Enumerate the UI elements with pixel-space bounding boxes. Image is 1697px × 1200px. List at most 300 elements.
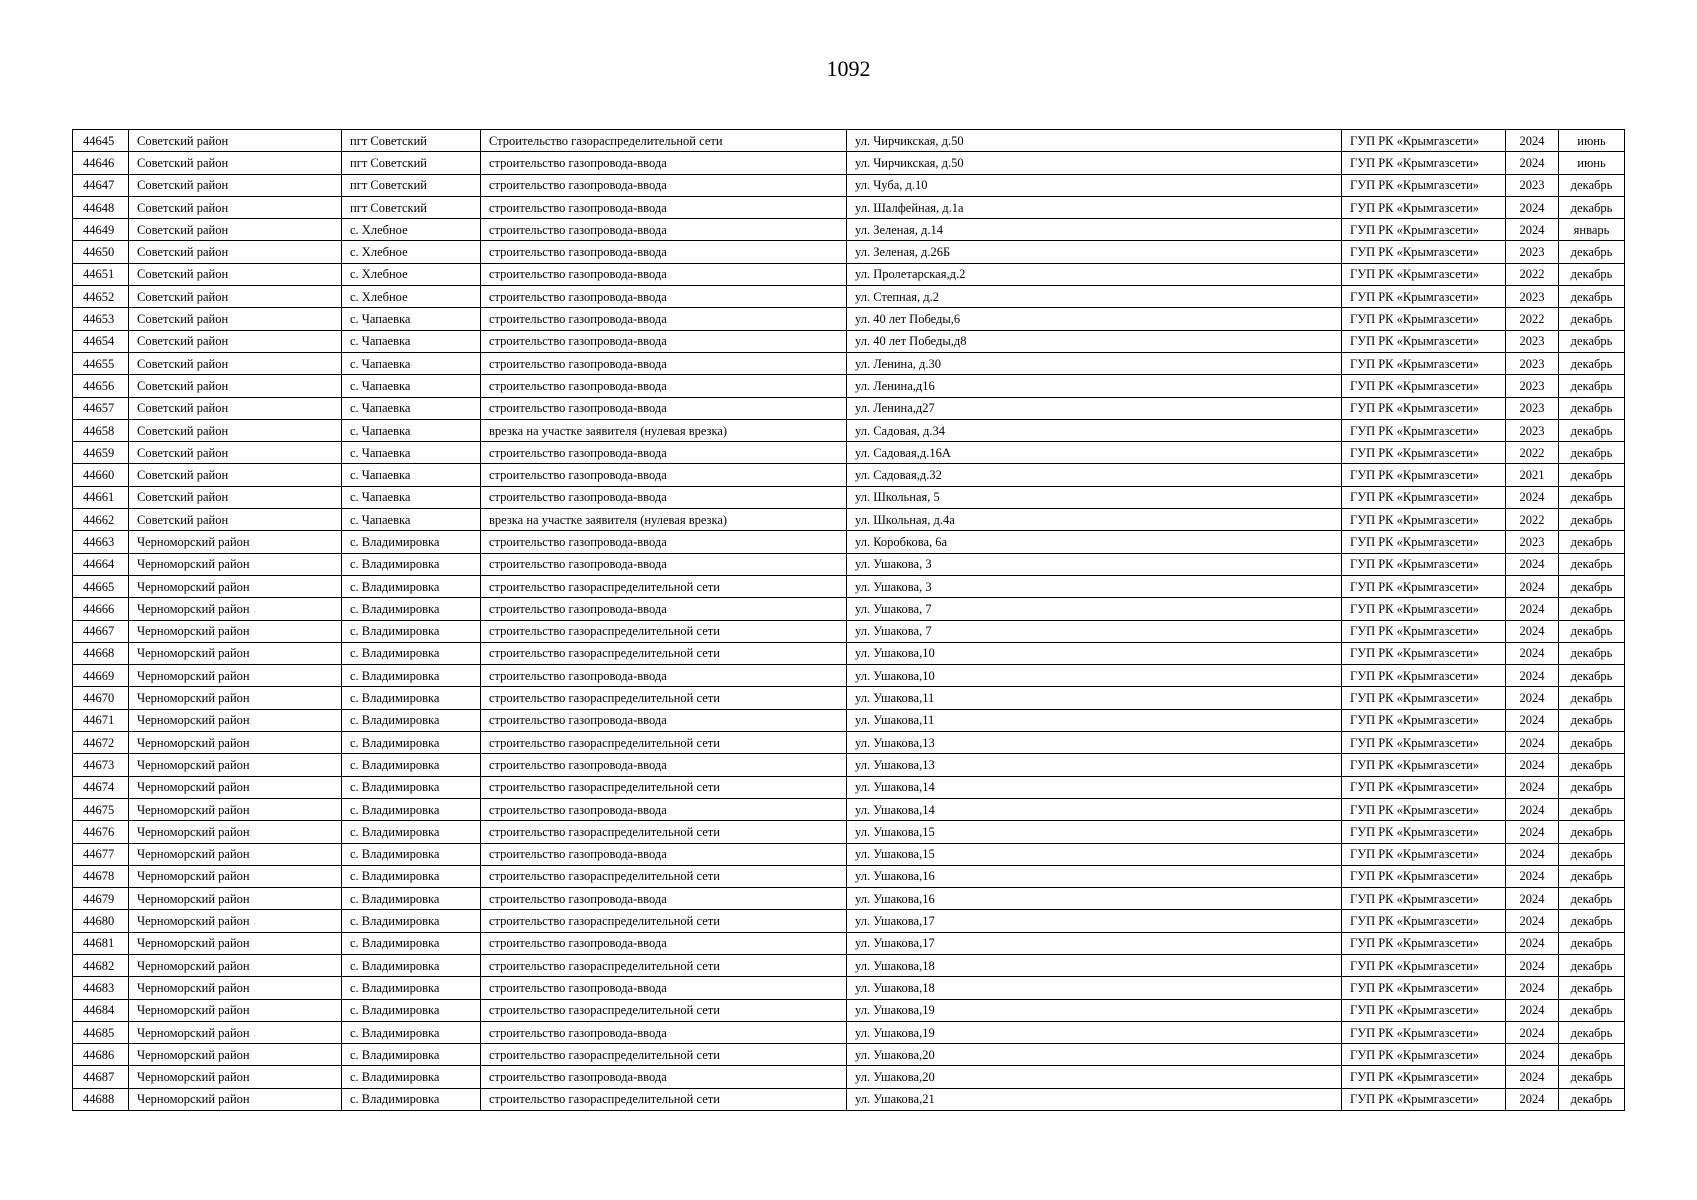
cell-settlement: с. Чапаевка	[342, 352, 481, 374]
cell-month: декабрь	[1559, 174, 1625, 196]
cell-work-type: строительство газопровода-ввода	[481, 174, 847, 196]
cell-row-number: 44651	[73, 263, 129, 285]
table-row	[73, 1044, 1625, 1066]
table-row	[73, 219, 1625, 241]
cell-work-type: строительство газопровода-ввода	[481, 1021, 847, 1043]
cell-address: ул. Ушакова,15	[847, 821, 1342, 843]
table-row	[73, 531, 1625, 553]
cell-row-number: 44685	[73, 1021, 129, 1043]
cell-organization: ГУП РК «Крымгазсети»	[1342, 1044, 1506, 1066]
cell-district: Черноморский район	[129, 687, 342, 709]
cell-row-number: 44665	[73, 575, 129, 597]
cell-work-type: строительство газораспределительной сети	[481, 732, 847, 754]
cell-organization: ГУП РК «Крымгазсети»	[1342, 865, 1506, 887]
cell-work-type: строительство газораспределительной сети	[481, 776, 847, 798]
cell-month: декабрь	[1559, 1044, 1625, 1066]
cell-work-type: строительство газораспределительной сети	[481, 687, 847, 709]
cell-year: 2024	[1506, 1044, 1559, 1066]
cell-year: 2024	[1506, 130, 1559, 152]
cell-month: декабрь	[1559, 442, 1625, 464]
cell-row-number: 44662	[73, 509, 129, 531]
cell-row-number: 44681	[73, 932, 129, 954]
cell-year: 2024	[1506, 910, 1559, 932]
cell-row-number: 44688	[73, 1088, 129, 1110]
table-row	[73, 308, 1625, 330]
cell-work-type: строительство газопровода-ввода	[481, 598, 847, 620]
cell-district: Советский район	[129, 152, 342, 174]
table-row	[73, 375, 1625, 397]
cell-settlement: пгт Советский	[342, 196, 481, 218]
cell-organization: ГУП РК «Крымгазсети»	[1342, 598, 1506, 620]
cell-organization: ГУП РК «Крымгазсети»	[1342, 196, 1506, 218]
cell-month: декабрь	[1559, 598, 1625, 620]
cell-row-number: 44656	[73, 375, 129, 397]
cell-row-number: 44645	[73, 130, 129, 152]
table-row	[73, 130, 1625, 152]
table-row	[73, 888, 1625, 910]
cell-work-type: строительство газопровода-ввода	[481, 888, 847, 910]
cell-year: 2024	[1506, 687, 1559, 709]
cell-settlement: с. Чапаевка	[342, 486, 481, 508]
cell-year: 2023	[1506, 419, 1559, 441]
cell-address: ул. Ушакова,10	[847, 665, 1342, 687]
cell-month: декабрь	[1559, 888, 1625, 910]
table-row	[73, 1088, 1625, 1110]
cell-row-number: 44684	[73, 999, 129, 1021]
cell-work-type: строительство газопровода-ввода	[481, 932, 847, 954]
cell-settlement: с. Хлебное	[342, 219, 481, 241]
cell-row-number: 44670	[73, 687, 129, 709]
cell-month: декабрь	[1559, 1088, 1625, 1110]
cell-address: ул. Ленина,д27	[847, 397, 1342, 419]
cell-district: Советский район	[129, 375, 342, 397]
cell-settlement: с. Владимировка	[342, 1044, 481, 1066]
cell-work-type: строительство газораспределительной сети	[481, 1088, 847, 1110]
cell-row-number: 44682	[73, 954, 129, 976]
cell-address: ул. Ушакова, 7	[847, 620, 1342, 642]
cell-settlement: с. Владимировка	[342, 977, 481, 999]
cell-year: 2024	[1506, 152, 1559, 174]
cell-organization: ГУП РК «Крымгазсети»	[1342, 642, 1506, 664]
cell-district: Черноморский район	[129, 531, 342, 553]
cell-district: Черноморский район	[129, 732, 342, 754]
cell-organization: ГУП РК «Крымгазсети»	[1342, 442, 1506, 464]
cell-work-type: строительство газопровода-ввода	[481, 843, 847, 865]
cell-district: Черноморский район	[129, 620, 342, 642]
cell-organization: ГУП РК «Крымгазсети»	[1342, 1066, 1506, 1088]
cell-work-type: строительство газопровода-ввода	[481, 464, 847, 486]
cell-month: декабрь	[1559, 620, 1625, 642]
data-table-container	[72, 129, 1624, 1111]
cell-row-number: 44675	[73, 798, 129, 820]
cell-organization: ГУП РК «Крымгазсети»	[1342, 174, 1506, 196]
cell-month: декабрь	[1559, 486, 1625, 508]
cell-organization: ГУП РК «Крымгазсети»	[1342, 553, 1506, 575]
cell-work-type: строительство газопровода-ввода	[481, 241, 847, 263]
cell-work-type: строительство газопровода-ввода	[481, 330, 847, 352]
table-body	[73, 130, 1625, 1111]
cell-row-number: 44654	[73, 330, 129, 352]
cell-work-type: строительство газопровода-ввода	[481, 531, 847, 553]
cell-address: ул. 40 лет Победы,д8	[847, 330, 1342, 352]
table-row	[73, 174, 1625, 196]
cell-district: Черноморский район	[129, 910, 342, 932]
cell-district: Черноморский район	[129, 1044, 342, 1066]
cell-month: декабрь	[1559, 687, 1625, 709]
cell-address: ул. Чуба, д.10	[847, 174, 1342, 196]
cell-organization: ГУП РК «Крымгазсети»	[1342, 910, 1506, 932]
cell-row-number: 44678	[73, 865, 129, 887]
cell-organization: ГУП РК «Крымгазсети»	[1342, 977, 1506, 999]
cell-district: Советский район	[129, 130, 342, 152]
cell-row-number: 44655	[73, 352, 129, 374]
cell-row-number: 44672	[73, 732, 129, 754]
cell-year: 2024	[1506, 196, 1559, 218]
cell-address: ул. Ушакова,20	[847, 1044, 1342, 1066]
cell-work-type: строительство газопровода-ввода	[481, 196, 847, 218]
cell-district: Советский район	[129, 330, 342, 352]
cell-district: Советский район	[129, 486, 342, 508]
table-row	[73, 843, 1625, 865]
cell-year: 2024	[1506, 977, 1559, 999]
cell-address: ул. Ушакова,14	[847, 776, 1342, 798]
cell-year: 2024	[1506, 219, 1559, 241]
cell-row-number: 44648	[73, 196, 129, 218]
cell-row-number: 44664	[73, 553, 129, 575]
cell-address: ул. Ушакова,13	[847, 732, 1342, 754]
table-row	[73, 352, 1625, 374]
cell-year: 2023	[1506, 174, 1559, 196]
cell-year: 2024	[1506, 798, 1559, 820]
cell-month: декабрь	[1559, 352, 1625, 374]
cell-settlement: с. Владимировка	[342, 598, 481, 620]
cell-address: ул. Ушакова,19	[847, 1021, 1342, 1043]
table-row	[73, 865, 1625, 887]
cell-address: ул. Шалфейная, д.1а	[847, 196, 1342, 218]
cell-district: Черноморский район	[129, 798, 342, 820]
cell-address: ул. Степная, д.2	[847, 286, 1342, 308]
cell-row-number: 44680	[73, 910, 129, 932]
cell-settlement: с. Владимировка	[342, 865, 481, 887]
cell-year: 2023	[1506, 375, 1559, 397]
cell-address: ул. Чирчикская, д.50	[847, 130, 1342, 152]
cell-address: ул. Ушакова, 7	[847, 598, 1342, 620]
table-row	[73, 732, 1625, 754]
cell-organization: ГУП РК «Крымгазсети»	[1342, 575, 1506, 597]
cell-month: декабрь	[1559, 397, 1625, 419]
table-row	[73, 419, 1625, 441]
cell-row-number: 44658	[73, 419, 129, 441]
cell-address: ул. Ушакова,13	[847, 754, 1342, 776]
cell-district: Советский район	[129, 442, 342, 464]
cell-organization: ГУП РК «Крымгазсети»	[1342, 888, 1506, 910]
cell-month: декабрь	[1559, 954, 1625, 976]
cell-settlement: с. Хлебное	[342, 263, 481, 285]
cell-settlement: с. Владимировка	[342, 954, 481, 976]
cell-work-type: строительство газораспределительной сети	[481, 575, 847, 597]
cell-address: ул. Садовая,д.16А	[847, 442, 1342, 464]
cell-address: ул. Ушакова, 3	[847, 553, 1342, 575]
cell-month: декабрь	[1559, 843, 1625, 865]
cell-address: ул. Ушакова,20	[847, 1066, 1342, 1088]
cell-work-type: строительство газораспределительной сети	[481, 620, 847, 642]
cell-organization: ГУП РК «Крымгазсети»	[1342, 419, 1506, 441]
cell-month: декабрь	[1559, 665, 1625, 687]
cell-settlement: с. Владимировка	[342, 665, 481, 687]
table-row	[73, 776, 1625, 798]
cell-settlement: с. Чапаевка	[342, 375, 481, 397]
cell-district: Черноморский район	[129, 865, 342, 887]
cell-address: ул. 40 лет Победы,6	[847, 308, 1342, 330]
cell-district: Советский район	[129, 509, 342, 531]
cell-work-type: строительство газораспределительной сети	[481, 999, 847, 1021]
cell-row-number: 44650	[73, 241, 129, 263]
cell-row-number: 44683	[73, 977, 129, 999]
cell-row-number: 44646	[73, 152, 129, 174]
cell-work-type: строительство газопровода-ввода	[481, 798, 847, 820]
cell-work-type: строительство газораспределительной сети	[481, 642, 847, 664]
cell-year: 2024	[1506, 888, 1559, 910]
cell-year: 2024	[1506, 754, 1559, 776]
cell-organization: ГУП РК «Крымгазсети»	[1342, 330, 1506, 352]
table-row	[73, 687, 1625, 709]
cell-organization: ГУП РК «Крымгазсети»	[1342, 397, 1506, 419]
cell-organization: ГУП РК «Крымгазсети»	[1342, 152, 1506, 174]
cell-address: ул. Коробкова, 6а	[847, 531, 1342, 553]
cell-work-type: строительство газопровода-ввода	[481, 977, 847, 999]
cell-row-number: 44649	[73, 219, 129, 241]
cell-district: Черноморский район	[129, 575, 342, 597]
table-row	[73, 152, 1625, 174]
cell-settlement: с. Владимировка	[342, 1066, 481, 1088]
cell-year: 2024	[1506, 665, 1559, 687]
table-row	[73, 821, 1625, 843]
cell-work-type: строительство газопровода-ввода	[481, 1066, 847, 1088]
cell-address: ул. Ушакова,14	[847, 798, 1342, 820]
cell-address: ул. Пролетарская,д.2	[847, 263, 1342, 285]
cell-organization: ГУП РК «Крымгазсети»	[1342, 620, 1506, 642]
cell-row-number: 44659	[73, 442, 129, 464]
cell-year: 2023	[1506, 286, 1559, 308]
cell-year: 2024	[1506, 598, 1559, 620]
cell-month: декабрь	[1559, 1066, 1625, 1088]
cell-work-type: строительство газопровода-ввода	[481, 152, 847, 174]
table-row	[73, 1021, 1625, 1043]
cell-month: декабрь	[1559, 821, 1625, 843]
table-row	[73, 665, 1625, 687]
cell-settlement: пгт Советский	[342, 174, 481, 196]
table-row	[73, 486, 1625, 508]
cell-year: 2023	[1506, 531, 1559, 553]
cell-year: 2024	[1506, 865, 1559, 887]
cell-year: 2022	[1506, 509, 1559, 531]
cell-district: Советский район	[129, 419, 342, 441]
cell-organization: ГУП РК «Крымгазсети»	[1342, 687, 1506, 709]
cell-address: ул. Ленина,д16	[847, 375, 1342, 397]
cell-row-number: 44669	[73, 665, 129, 687]
cell-district: Черноморский район	[129, 642, 342, 664]
cell-month: декабрь	[1559, 509, 1625, 531]
cell-settlement: с. Хлебное	[342, 286, 481, 308]
cell-organization: ГУП РК «Крымгазсети»	[1342, 241, 1506, 263]
cell-year: 2024	[1506, 932, 1559, 954]
cell-work-type: врезка на участке заявителя (нулевая врезка)	[481, 419, 847, 441]
cell-year: 2024	[1506, 732, 1559, 754]
cell-month: декабрь	[1559, 932, 1625, 954]
cell-month: декабрь	[1559, 977, 1625, 999]
cell-settlement: с. Чапаевка	[342, 419, 481, 441]
cell-settlement: с. Чапаевка	[342, 509, 481, 531]
cell-settlement: с. Владимировка	[342, 687, 481, 709]
cell-address: ул. Ушакова,11	[847, 687, 1342, 709]
cell-address: ул. Ушакова, 3	[847, 575, 1342, 597]
cell-row-number: 44676	[73, 821, 129, 843]
table-row	[73, 754, 1625, 776]
table-row	[73, 1066, 1625, 1088]
cell-work-type: строительство газораспределительной сети	[481, 821, 847, 843]
cell-work-type: строительство газораспределительной сети	[481, 1044, 847, 1066]
cell-settlement: пгт Советский	[342, 152, 481, 174]
cell-settlement: с. Чапаевка	[342, 308, 481, 330]
cell-month: декабрь	[1559, 286, 1625, 308]
cell-month: декабрь	[1559, 709, 1625, 731]
cell-settlement: с. Владимировка	[342, 553, 481, 575]
cell-month: июнь	[1559, 130, 1625, 152]
table-row	[73, 286, 1625, 308]
cell-work-type: строительство газопровода-ввода	[481, 553, 847, 575]
cell-row-number: 44687	[73, 1066, 129, 1088]
cell-year: 2024	[1506, 776, 1559, 798]
cell-organization: ГУП РК «Крымгазсети»	[1342, 754, 1506, 776]
cell-district: Советский район	[129, 308, 342, 330]
cell-address: ул. Ушакова,11	[847, 709, 1342, 731]
cell-district: Черноморский район	[129, 821, 342, 843]
cell-work-type: строительство газопровода-ввода	[481, 375, 847, 397]
cell-organization: ГУП РК «Крымгазсети»	[1342, 776, 1506, 798]
cell-month: декабрь	[1559, 196, 1625, 218]
cell-organization: ГУП РК «Крымгазсети»	[1342, 821, 1506, 843]
cell-year: 2023	[1506, 330, 1559, 352]
cell-month: июнь	[1559, 152, 1625, 174]
cell-district: Советский район	[129, 196, 342, 218]
cell-work-type: строительство газораспределительной сети	[481, 954, 847, 976]
cell-district: Черноморский район	[129, 598, 342, 620]
cell-settlement: с. Владимировка	[342, 932, 481, 954]
cell-address: ул. Садовая, д.34	[847, 419, 1342, 441]
cell-year: 2023	[1506, 397, 1559, 419]
cell-year: 2024	[1506, 486, 1559, 508]
cell-row-number: 44663	[73, 531, 129, 553]
cell-year: 2022	[1506, 442, 1559, 464]
cell-row-number: 44668	[73, 642, 129, 664]
cell-month: декабрь	[1559, 531, 1625, 553]
cell-row-number: 44677	[73, 843, 129, 865]
cell-row-number: 44660	[73, 464, 129, 486]
cell-organization: ГУП РК «Крымгазсети»	[1342, 464, 1506, 486]
cell-settlement: с. Владимировка	[342, 776, 481, 798]
cell-district: Черноморский район	[129, 754, 342, 776]
cell-year: 2024	[1506, 709, 1559, 731]
table-row	[73, 442, 1625, 464]
table-row	[73, 620, 1625, 642]
cell-address: ул. Ушакова,17	[847, 910, 1342, 932]
cell-year: 2021	[1506, 464, 1559, 486]
cell-organization: ГУП РК «Крымгазсети»	[1342, 308, 1506, 330]
table-row	[73, 999, 1625, 1021]
cell-row-number: 44666	[73, 598, 129, 620]
cell-address: ул. Ушакова,19	[847, 999, 1342, 1021]
cell-district: Черноморский район	[129, 776, 342, 798]
cell-work-type: строительство газопровода-ввода	[481, 308, 847, 330]
cell-work-type: строительство газораспределительной сети	[481, 865, 847, 887]
cell-settlement: с. Владимировка	[342, 642, 481, 664]
cell-district: Черноморский район	[129, 553, 342, 575]
cell-row-number: 44652	[73, 286, 129, 308]
cell-organization: ГУП РК «Крымгазсети»	[1342, 709, 1506, 731]
cell-year: 2024	[1506, 553, 1559, 575]
cell-work-type: строительство газопровода-ввода	[481, 263, 847, 285]
cell-address: ул. Чирчикская, д.50	[847, 152, 1342, 174]
cell-settlement: с. Чапаевка	[342, 397, 481, 419]
cell-month: декабрь	[1559, 642, 1625, 664]
cell-address: ул. Ушакова,18	[847, 977, 1342, 999]
cell-address: ул. Зеленая, д.14	[847, 219, 1342, 241]
table-row	[73, 642, 1625, 664]
cell-organization: ГУП РК «Крымгазсети»	[1342, 509, 1506, 531]
cell-organization: ГУП РК «Крымгазсети»	[1342, 665, 1506, 687]
table-row	[73, 598, 1625, 620]
table-row	[73, 196, 1625, 218]
cell-district: Черноморский район	[129, 665, 342, 687]
cell-settlement: с. Владимировка	[342, 732, 481, 754]
cell-organization: ГУП РК «Крымгазсети»	[1342, 999, 1506, 1021]
cell-year: 2024	[1506, 999, 1559, 1021]
cell-row-number: 44653	[73, 308, 129, 330]
cell-settlement: с. Владимировка	[342, 620, 481, 642]
cell-settlement: с. Владимировка	[342, 888, 481, 910]
cell-year: 2024	[1506, 821, 1559, 843]
data-table	[72, 129, 1625, 1111]
cell-address: ул. Ушакова,21	[847, 1088, 1342, 1110]
cell-row-number: 44686	[73, 1044, 129, 1066]
cell-address: ул. Ушакова,10	[847, 642, 1342, 664]
cell-district: Черноморский район	[129, 1066, 342, 1088]
cell-month: декабрь	[1559, 241, 1625, 263]
cell-settlement: с. Чапаевка	[342, 330, 481, 352]
cell-district: Советский район	[129, 219, 342, 241]
table-row	[73, 954, 1625, 976]
cell-address: ул. Садовая,д.32	[847, 464, 1342, 486]
cell-settlement: с. Владимировка	[342, 910, 481, 932]
cell-settlement: с. Владимировка	[342, 575, 481, 597]
cell-month: январь	[1559, 219, 1625, 241]
cell-year: 2023	[1506, 241, 1559, 263]
cell-year: 2024	[1506, 620, 1559, 642]
cell-month: декабрь	[1559, 308, 1625, 330]
cell-month: декабрь	[1559, 776, 1625, 798]
cell-district: Советский район	[129, 241, 342, 263]
cell-month: декабрь	[1559, 419, 1625, 441]
cell-work-type: строительство газопровода-ввода	[481, 665, 847, 687]
table-row	[73, 709, 1625, 731]
cell-year: 2022	[1506, 263, 1559, 285]
cell-settlement: пгт Советский	[342, 130, 481, 152]
table-row	[73, 977, 1625, 999]
cell-year: 2024	[1506, 1088, 1559, 1110]
cell-district: Черноморский район	[129, 999, 342, 1021]
cell-work-type: Строительство газораспределительной сети	[481, 130, 847, 152]
cell-work-type: строительство газопровода-ввода	[481, 352, 847, 374]
